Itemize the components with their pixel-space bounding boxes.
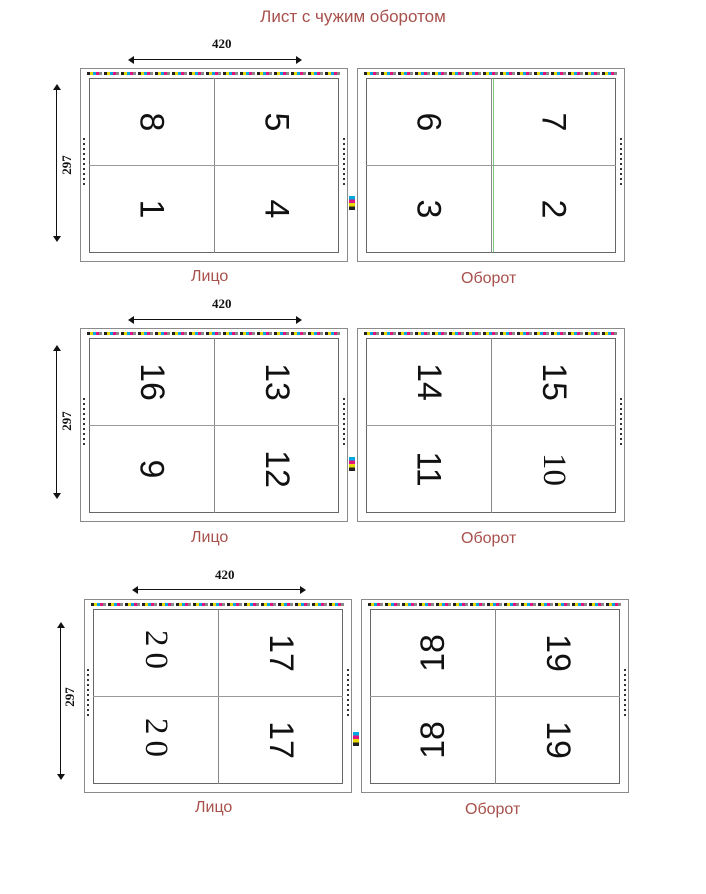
imposition-group-3 (0, 562, 706, 832)
registration-marks-right (620, 398, 622, 448)
width-dimension-arrow (136, 589, 302, 590)
page-number: 2 (534, 199, 573, 219)
page-cell (366, 425, 491, 513)
center-mark (353, 732, 359, 746)
height-dimension-arrow (56, 349, 57, 495)
page-number: 4 (257, 199, 296, 219)
back-label: Оборот (461, 530, 517, 547)
page-number: 1 (132, 199, 171, 219)
center-mark (349, 457, 355, 471)
registration-marks-right (347, 669, 349, 719)
height-dimension-label: 297 (61, 687, 77, 707)
color-bar (91, 603, 345, 606)
height-dimension-label: 297 (58, 155, 74, 175)
page-cell (214, 78, 339, 165)
width-dimension-label: 420 (212, 296, 232, 311)
back-sheet (361, 599, 629, 793)
page-cell (93, 696, 218, 784)
page-number: 18 (413, 721, 452, 759)
width-dimension-label: 420 (215, 567, 235, 582)
registration-marks-right (624, 669, 626, 719)
page-cell (214, 425, 339, 513)
page-cell (491, 425, 616, 513)
registration-marks-left (83, 398, 85, 448)
color-bar (87, 332, 341, 335)
page-cell (89, 165, 214, 253)
width-dimension-arrow (132, 319, 298, 320)
page-number: 20 (138, 630, 174, 675)
registration-marks-left (83, 138, 85, 188)
page-cell (93, 609, 218, 696)
page-number: 3 (409, 199, 448, 219)
page-number: 20 (138, 717, 174, 763)
page-cell (89, 338, 214, 425)
page-cell (370, 696, 495, 784)
page-cell (491, 165, 616, 253)
page-cell (214, 165, 339, 253)
back-label: Оборот (465, 801, 521, 818)
page-cell (495, 696, 620, 784)
page-number: 15 (534, 362, 573, 401)
registration-marks-right (343, 398, 345, 448)
page-number: 12 (257, 450, 296, 488)
page-cell (218, 609, 343, 696)
registration-marks-left (87, 669, 89, 719)
height-dimension-label: 297 (58, 411, 74, 431)
page-number: 13 (257, 362, 296, 401)
width-dimension-label: 420 (212, 36, 232, 51)
page-number: 19 (538, 633, 577, 672)
back-sheet (357, 328, 625, 522)
registration-marks-right (343, 138, 345, 188)
page-number: 6 (409, 112, 448, 131)
page-cell (366, 78, 491, 165)
page-number: 19 (538, 721, 577, 759)
page-number: 11 (409, 451, 448, 487)
back-label: Оборот (461, 270, 517, 287)
page-cell (89, 425, 214, 513)
page-cell (495, 609, 620, 696)
page-number: 8 (132, 112, 171, 131)
page-number: 16 (132, 362, 171, 401)
page-number: 17 (261, 721, 300, 759)
center-mark (349, 196, 355, 210)
imposition-group-1 (0, 30, 706, 300)
page-number: 10 (536, 452, 572, 486)
page-cell (218, 696, 343, 784)
page-cell (366, 165, 491, 253)
page-cell (89, 78, 214, 165)
page-number: 17 (261, 633, 300, 672)
page-number: 5 (257, 112, 296, 131)
color-bar (364, 72, 618, 75)
front-label: Лицо (195, 799, 233, 816)
page-number: 7 (534, 112, 573, 131)
color-bar (368, 603, 622, 606)
page-cell (366, 338, 491, 425)
page-number: 14 (409, 362, 448, 401)
registration-marks-right (620, 138, 622, 188)
back-sheet (357, 68, 625, 262)
color-bar (87, 72, 341, 75)
width-dimension-arrow (132, 59, 298, 60)
page-cell (491, 338, 616, 425)
height-dimension-arrow (56, 88, 57, 238)
page-number: 9 (132, 459, 171, 479)
front-sheet (80, 328, 348, 522)
front-sheet (80, 68, 348, 262)
page-title: Лист с чужим оборотом (260, 7, 446, 26)
page-cell (370, 609, 495, 696)
front-label: Лицо (191, 529, 229, 546)
front-label: Лицо (191, 268, 229, 285)
page-number: 18 (413, 633, 452, 672)
color-bar (364, 332, 618, 335)
page-cell (491, 78, 616, 165)
imposition-group-2 (0, 291, 706, 561)
page-cell (214, 338, 339, 425)
front-sheet (84, 599, 352, 793)
